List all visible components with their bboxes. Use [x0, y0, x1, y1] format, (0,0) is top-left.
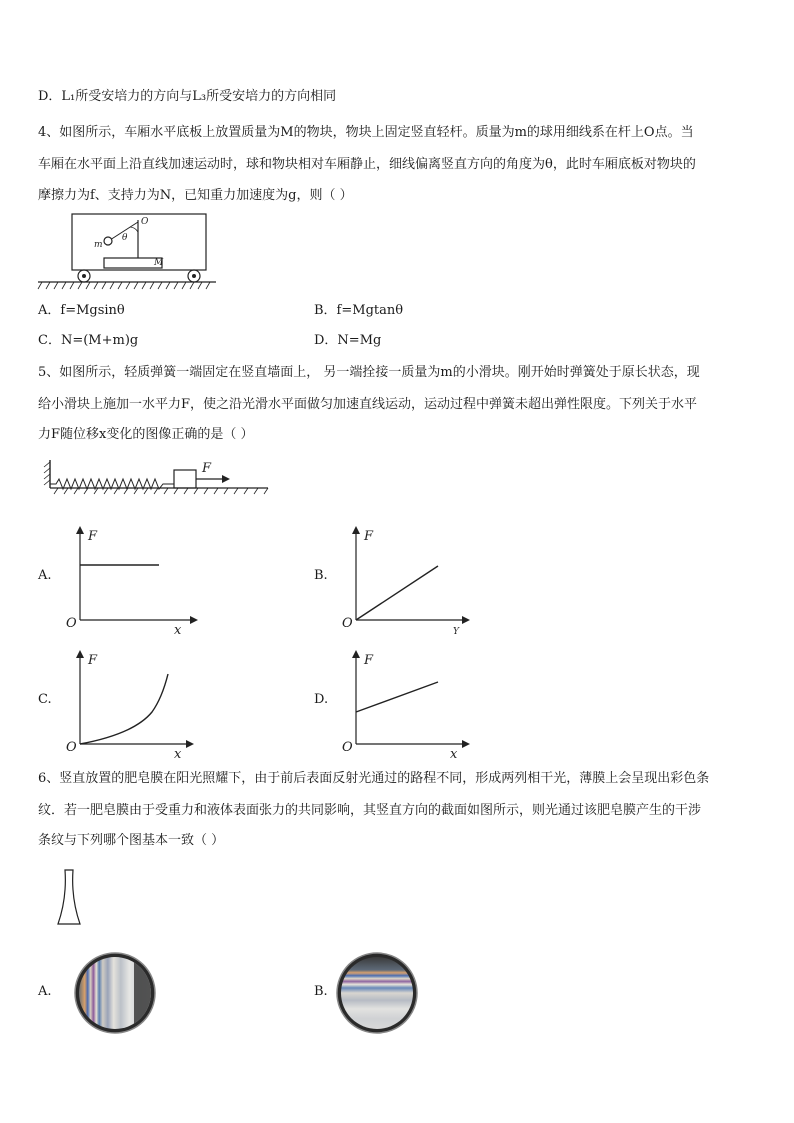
graph-d-origin: O	[342, 740, 353, 755]
slider-block	[174, 470, 196, 488]
q6-film-a	[72, 950, 158, 1036]
q6-option-b-label: B.	[314, 984, 328, 999]
q4-option-c: C．N=(M+m)g	[38, 333, 139, 348]
q6-line-3: 条纹与下列哪个图基本一致（ ）	[38, 833, 225, 848]
label-theta: θ	[122, 233, 128, 243]
q5-option-d-label: D.	[314, 692, 329, 707]
ball	[104, 237, 112, 245]
graph-c-origin: O	[66, 740, 77, 755]
q4-line-1: 4、如图所示，车厢水平底板上放置质量为M的物块，物块上固定竖直轻杆。质量为m的球用细线系在杆上O点。当	[38, 125, 694, 140]
graph-a-origin: O	[66, 616, 77, 631]
graph-a-ylabel: F	[88, 529, 98, 544]
graph-d-xlabel: x	[450, 747, 458, 762]
graph-d-ylabel: F	[364, 653, 374, 668]
q6-film-section	[54, 868, 84, 928]
graph-d-series	[356, 682, 438, 712]
graph-b-series	[356, 566, 438, 620]
q6-option-a-label: A.	[38, 984, 52, 999]
q4-line-3: 摩擦力为f、支持力为N，已知重力加速度为g，则（ ）	[38, 188, 353, 203]
label-M: M	[154, 258, 164, 268]
q4-option-d: D．N=Mg	[314, 333, 382, 348]
q5-option-c-label: C.	[38, 692, 52, 707]
q4-option-b: B．f=Mgtanθ	[314, 303, 404, 318]
q5-line-1: 5、如图所示，轻质弹簧一端固定在竖直墙面上， 另一端拴接一质量为m的小滑块。刚开始时弹簧处于原长状态，现	[38, 365, 700, 380]
graph-a-xlabel: x	[174, 623, 182, 638]
q6-film-b	[334, 950, 420, 1036]
q5-option-a-label: A.	[38, 568, 52, 583]
graph-b-xlabel: Y	[453, 627, 459, 637]
q4-line-2: 车厢在水平面上沿直线加速运动时，球和物块相对车厢静止，细线偏离竖直方向的角度为θ，此时车厢底板对物块的	[38, 157, 696, 172]
q4-carriage-figure	[38, 210, 218, 292]
carriage-body	[72, 214, 206, 270]
q4-option-a: A．f=Mgsinθ	[38, 303, 125, 318]
force-label: F	[202, 461, 212, 476]
graph-b-ylabel: F	[364, 529, 374, 544]
q5-graph-c	[64, 650, 204, 760]
q5-graph-b	[340, 526, 480, 636]
q6-line-2: 纹．若一肥皂膜由于受重力和液体表面张力的共同影响，其竖直方向的截面如图所示，则光通过该肥皂膜产生的干涉	[38, 803, 702, 818]
graph-c-series	[80, 674, 168, 744]
q5-line-3: 力F随位移x变化的图像正确的是（ ）	[38, 427, 254, 442]
q5-line-2: 给小滑块上施加一水平力F，使之沿光滑水平面做匀加速直线运动，运动过程中弹簧未超出弹性限度。下列关于水平	[38, 397, 698, 412]
label-O: O	[141, 217, 149, 227]
q3-option-d: D．L₁所受安培力的方向与L₃所受安培力的方向相同	[38, 89, 337, 104]
theta-arc	[130, 227, 138, 232]
graph-c-ylabel: F	[88, 653, 98, 668]
film-profile	[58, 870, 80, 924]
graph-c-xlabel: x	[174, 747, 182, 762]
graph-b-origin: O	[342, 616, 353, 631]
q5-graph-a	[64, 526, 204, 636]
q5-option-b-label: B.	[314, 568, 328, 583]
label-m: m	[94, 240, 103, 250]
q5-spring-figure	[42, 458, 272, 498]
q5-graph-d	[340, 650, 480, 760]
q6-line-1: 6、竖直放置的肥皂膜在阳光照耀下，由于前后表面反射光通过的路程不同，形成两列相干光，薄膜上会呈现出彩色条	[38, 771, 710, 786]
